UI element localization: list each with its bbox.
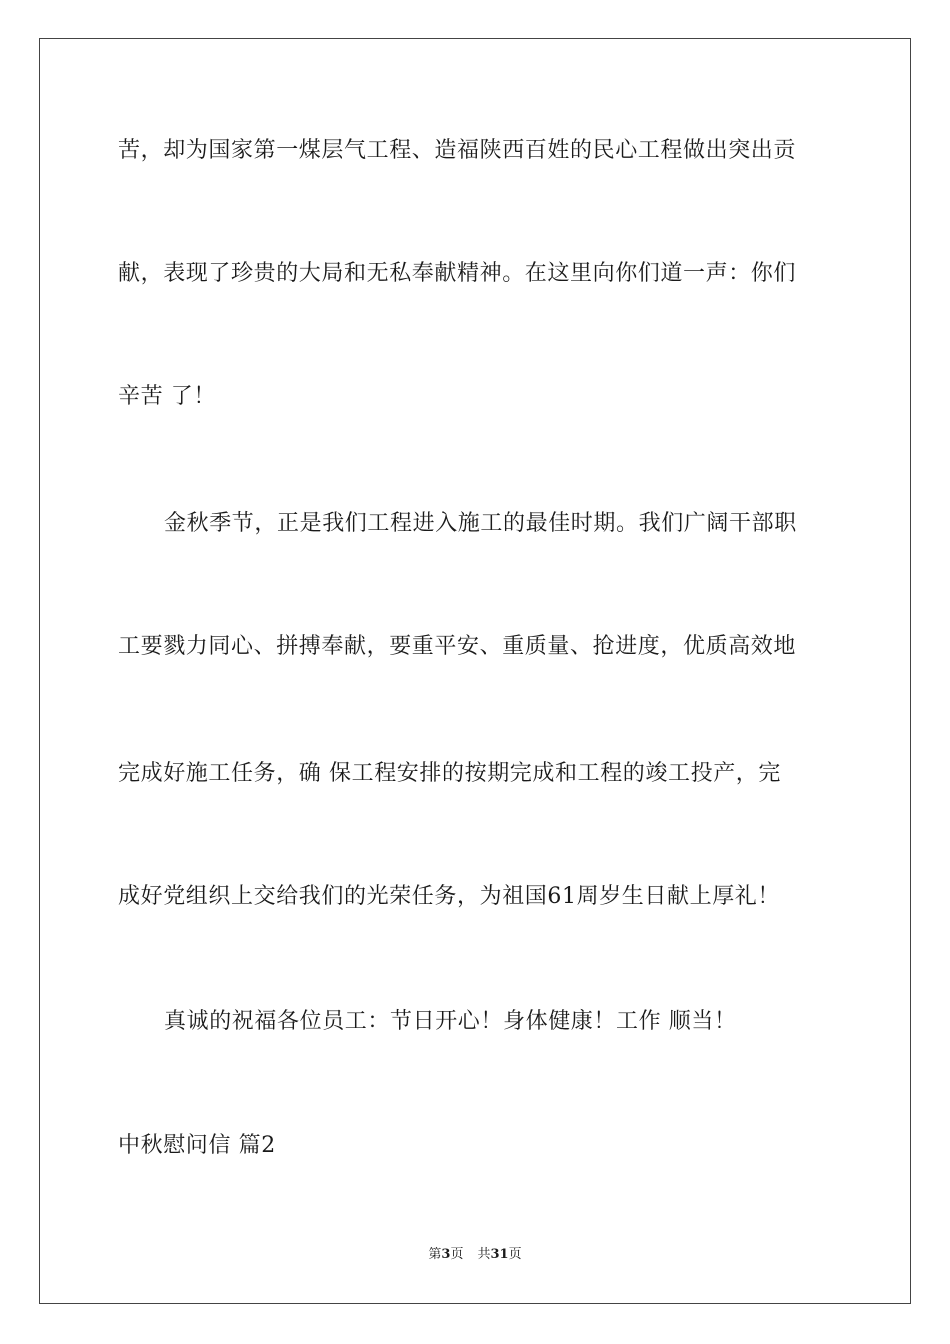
paragraph-line: 工要戮力同心、拼搏奉献，要重平安、重质量、抢进度，优质高效地	[118, 634, 797, 659]
paragraph-line: 成好党组织上交给我们的光荣任务，为祖国61周岁生日献上厚礼！	[118, 884, 780, 909]
section-heading: 中秋慰问信 篇2	[118, 1133, 276, 1158]
paragraph-line: 辛苦 了！	[118, 384, 216, 409]
footer-total-prefix: 共	[477, 1247, 491, 1262]
footer-page-suffix: 页	[450, 1247, 464, 1262]
paragraph-line: 金秋季节，正是我们工程进入施工的最佳时期。我们广阔干部职	[164, 511, 797, 536]
paragraph-line: 苦，却为国家第一煤层气工程、造福陕西百姓的民心工程做出突出贡	[118, 138, 797, 163]
footer-page-prefix: 第	[428, 1247, 442, 1262]
footer-page-total: 31	[490, 1247, 509, 1262]
footer-page-current: 3	[441, 1247, 451, 1262]
paragraph-line: 完成好施工任务，确 保工程安排的按期完成和工程的竣工投产，完	[118, 761, 781, 786]
paragraph-line: 献，表现了珍贵的大局和无私奉献精神。在这里向你们道一声：你们	[118, 261, 797, 286]
page-footer	[0, 1246, 950, 1264]
paragraph-line: 真诚的祝福各位员工：节日开心！身体健康！工作 顺当！	[164, 1009, 737, 1034]
footer-total-suffix: 页	[508, 1247, 522, 1262]
page-frame	[39, 38, 911, 1304]
